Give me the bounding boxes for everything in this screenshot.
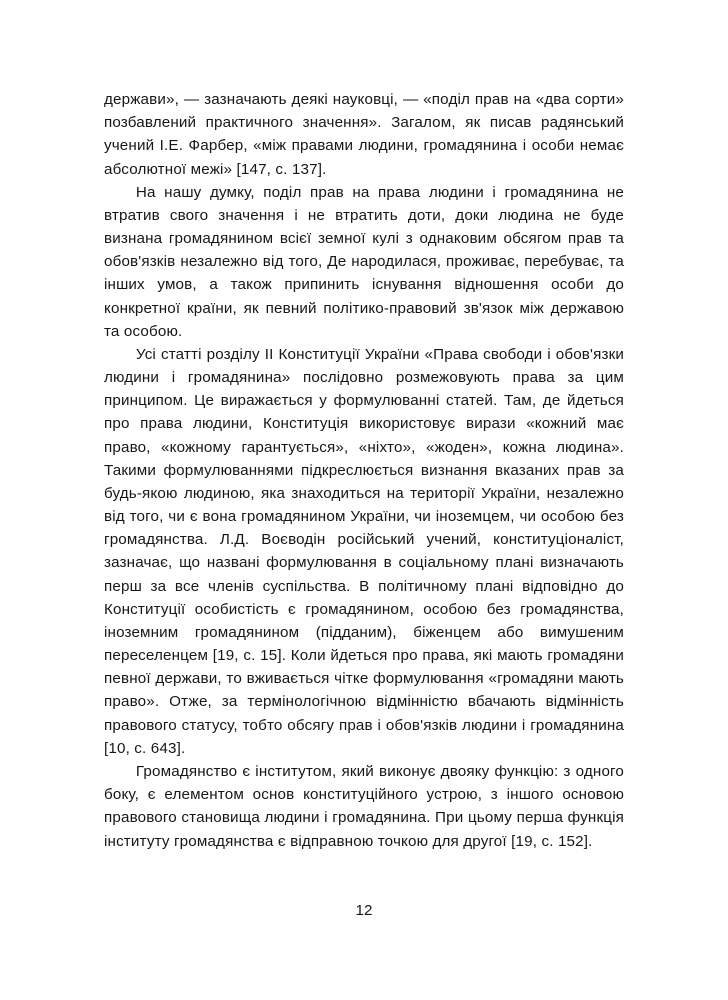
paragraph: Громадянство є інститутом, який виконує двояку функцію: з одного боку, є елементом основ конституційного устрою, з іншого основою правового становища людини і громадянина. При цьому перша функція інституту громадянства є відправною точкою для другої [19, с. 152]. bbox=[104, 762, 624, 850]
paragraph: держави», — зазначають деякі науковці, — «поділ прав на «два сорти» позбавлений практичного значення». Загалом, як писав радянський учений І.Е. Фарбер, «між правами людини, громадянина і особи немає абсолютної межі» [147, с. 137]. bbox=[104, 91, 624, 178]
page-number: 12 bbox=[355, 902, 373, 919]
paragraph: На нашу думку, поділ прав на права людини і громадянина не втратив свого значення і не втратить доти, доки людина не буде визнана громадянином всієї земної кулі з однаковим обсягом прав та обов'язків незалежно від того, Де народилася, проживає, перебуває, та інших умов, а також припинить існування відношення особи до конкретної країни, як певний політико-правовий зв'язок між державою та особою. bbox=[104, 183, 624, 340]
page-body bbox=[104, 88, 624, 853]
paragraph: Усі статті розділу II Конституції України «Права свободи і обов'язки людини і громадянина» послідовно розмежовують права за цим принципом. Це виражається у формулюванні статей. Там, де йдеться про права людини, Конституція використовує вирази «кожний має право, «кожному гарантується», «ніхто», «жоден», кожна людина». Такими формулюваннями підкреслюється визнання вказаних прав за будь-якою людиною, яка знаходиться на території України, незалежно від того, чи є вона громадянином України, чи іноземцем, чи особою без громадянства. Л.Д. Воєводін російський учений, конституціоналіст, зазначає, що названі формулювання в соціальному плані визначають перш за все членів суспільства. В політичному плані відповідно до Конституції особистість є громадянином, особою без громадянства, іноземним громадянином (підданим), біженцем або вимушеним переселенцем [19, с. 15]. Коли йдеться про права, які мають громадяни певної держави, то вживається чітке формулювання «громадяни мають право». Отже, за термінологічною відмінністю вбачають відмінність правового статусу, тобто обсягу прав і обов'язків людини і громадянина [10, с. 643]. bbox=[104, 345, 624, 757]
